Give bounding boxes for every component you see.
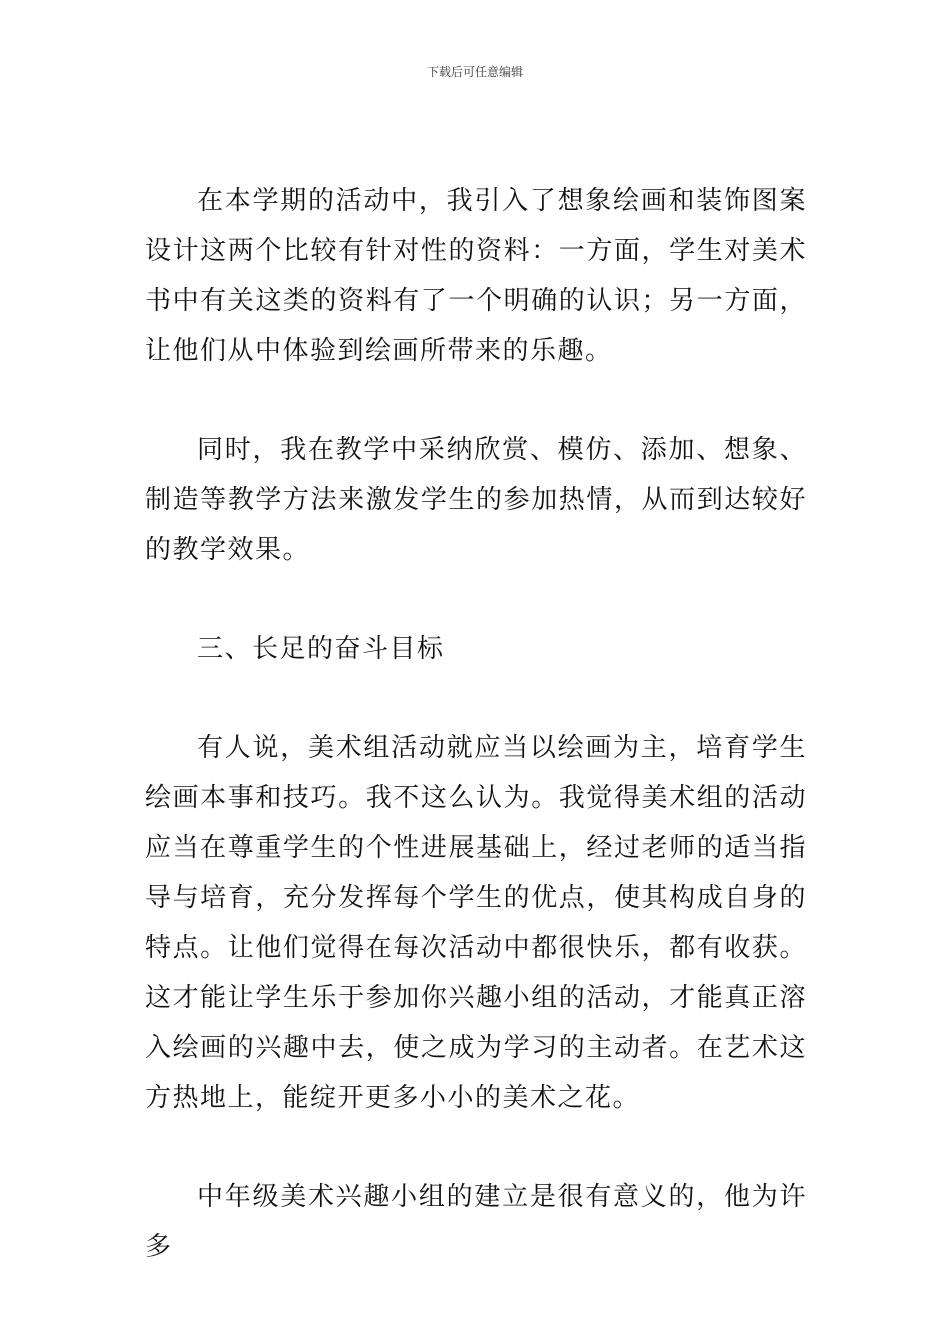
paragraph-significance: 中年级美术兴趣小组的建立是很有意义的，他为许多 [145, 1182, 807, 1262]
paragraph-activities: 在本学期的活动中，我引入了想象绘画和装饰图案设计这两个比较有针对性的资料：一方面，学生对美术书中有关这类的资料有了一个明确的认识；另一方面，让他们从中体验到绘画所带来的乐趣。 [145, 186, 807, 366]
paragraph-goals: 有人说，美术组活动就应当以绘画为主，培育学生绘画本事和技巧。我不这么认为。我觉得美术组的活动应当在尊重学生的个性进展基础上，经过老师的适当指导与培育，充分发挥每个学生的优点，使其构成自身的特点。让他们觉得在每次活动中都很快乐，都有收获。这才能让学生乐于参加你兴趣小组的活动，才能真正溶入绘画的兴趣中去，使之成为学习的主动者。在艺术这方热地上，能绽开更多小小的美术之花。 [145, 733, 807, 1113]
page-header: 下载后可任意编辑 [426, 65, 523, 79]
paragraph-teaching-methods: 同时，我在教学中采纳欣赏、模仿、添加、想象、制造等教学方法来激发学生的参加热情，从而到达较好的教学效果。 [145, 435, 807, 565]
section-heading-goals: 三、长足的奋斗目标 [197, 634, 445, 664]
document-body [145, 176, 807, 1272]
